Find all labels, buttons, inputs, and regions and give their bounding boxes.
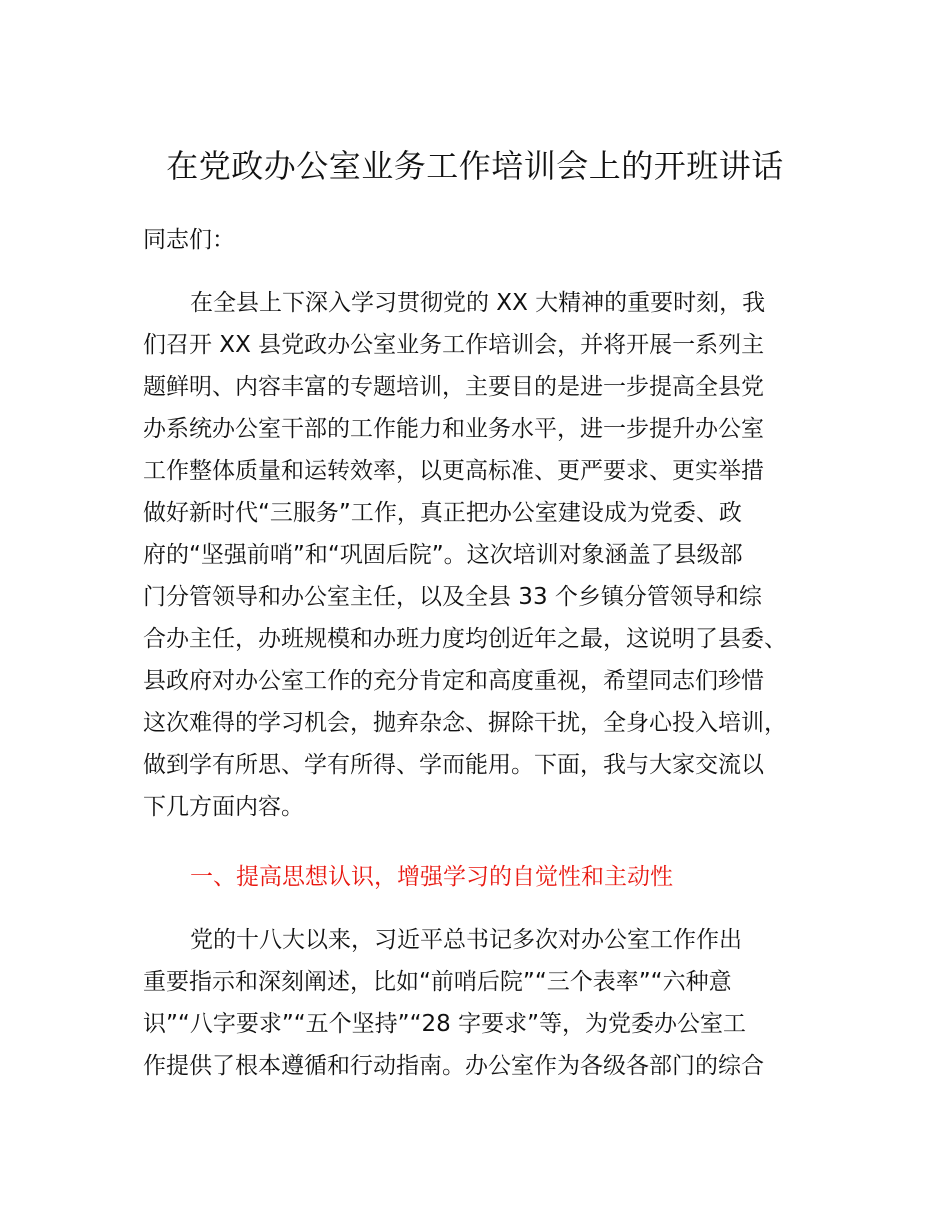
paragraph-line: 党的十八大以来，习近平总书记多次对办公室工作作出 — [190, 927, 742, 953]
salutation: 同志们： — [143, 227, 235, 253]
paragraph-line: 重要指示和深刻阐述，比如“前哨后院”“三个表率”“六种意 — [143, 969, 732, 995]
paragraph-line: 们召开 XX 县党政办公室业务工作培训会，并将开展一系列主 — [143, 332, 765, 358]
paragraph-line: 识”“八字要求”“五个坚持”“28 字要求”等，为党委办公室工 — [143, 1011, 746, 1037]
paragraph-line: 合办主任，办班规模和办班力度均创近年之最，这说明了县委、 — [143, 626, 787, 652]
paragraph-line: 办系统办公室干部的工作能力和业务水平，进一步提升办公室 — [143, 416, 764, 442]
paragraph-line: 县政府对办公室工作的充分肯定和高度重视，希望同志们珍惜 — [143, 668, 764, 694]
paragraph-line: 题鲜明、内容丰富的专题培训，主要目的是进一步提高全县党 — [143, 374, 764, 400]
paragraph-line: 下几方面内容。 — [143, 794, 304, 820]
section-heading: 一、提高思想认识，增强学习的自觉性和主动性 — [190, 864, 673, 890]
paragraph-line: 府的“坚强前哨”和“巩固后院”。这次培训对象涵盖了县级部 — [143, 542, 743, 568]
paragraph-line: 做好新时代“三服务”工作，真正把办公室建设成为党委、政 — [143, 500, 742, 526]
paragraph-line: 做到学有所思、学有所得、学而能用。下面，我与大家交流以 — [143, 752, 764, 778]
paragraph-line: 这次难得的学习机会，抛弃杂念、摒除干扰，全身心投入培训， — [143, 710, 787, 736]
paragraph-line: 工作整体质量和运转效率，以更高标准、更严要求、更实举措 — [143, 458, 764, 484]
paragraph-line: 在全县上下深入学习贯彻党的 XX 大精神的重要时刻，我 — [190, 290, 766, 316]
paragraph-line: 门分管领导和办公室主任，以及全县 33 个乡镇分管领导和综 — [143, 584, 762, 610]
paragraph-line: 作提供了根本遵循和行动指南。办公室作为各级各部门的综合 — [143, 1053, 764, 1079]
document-title: 在党政办公室业务工作培训会上的开班讲话 — [166, 147, 784, 185]
